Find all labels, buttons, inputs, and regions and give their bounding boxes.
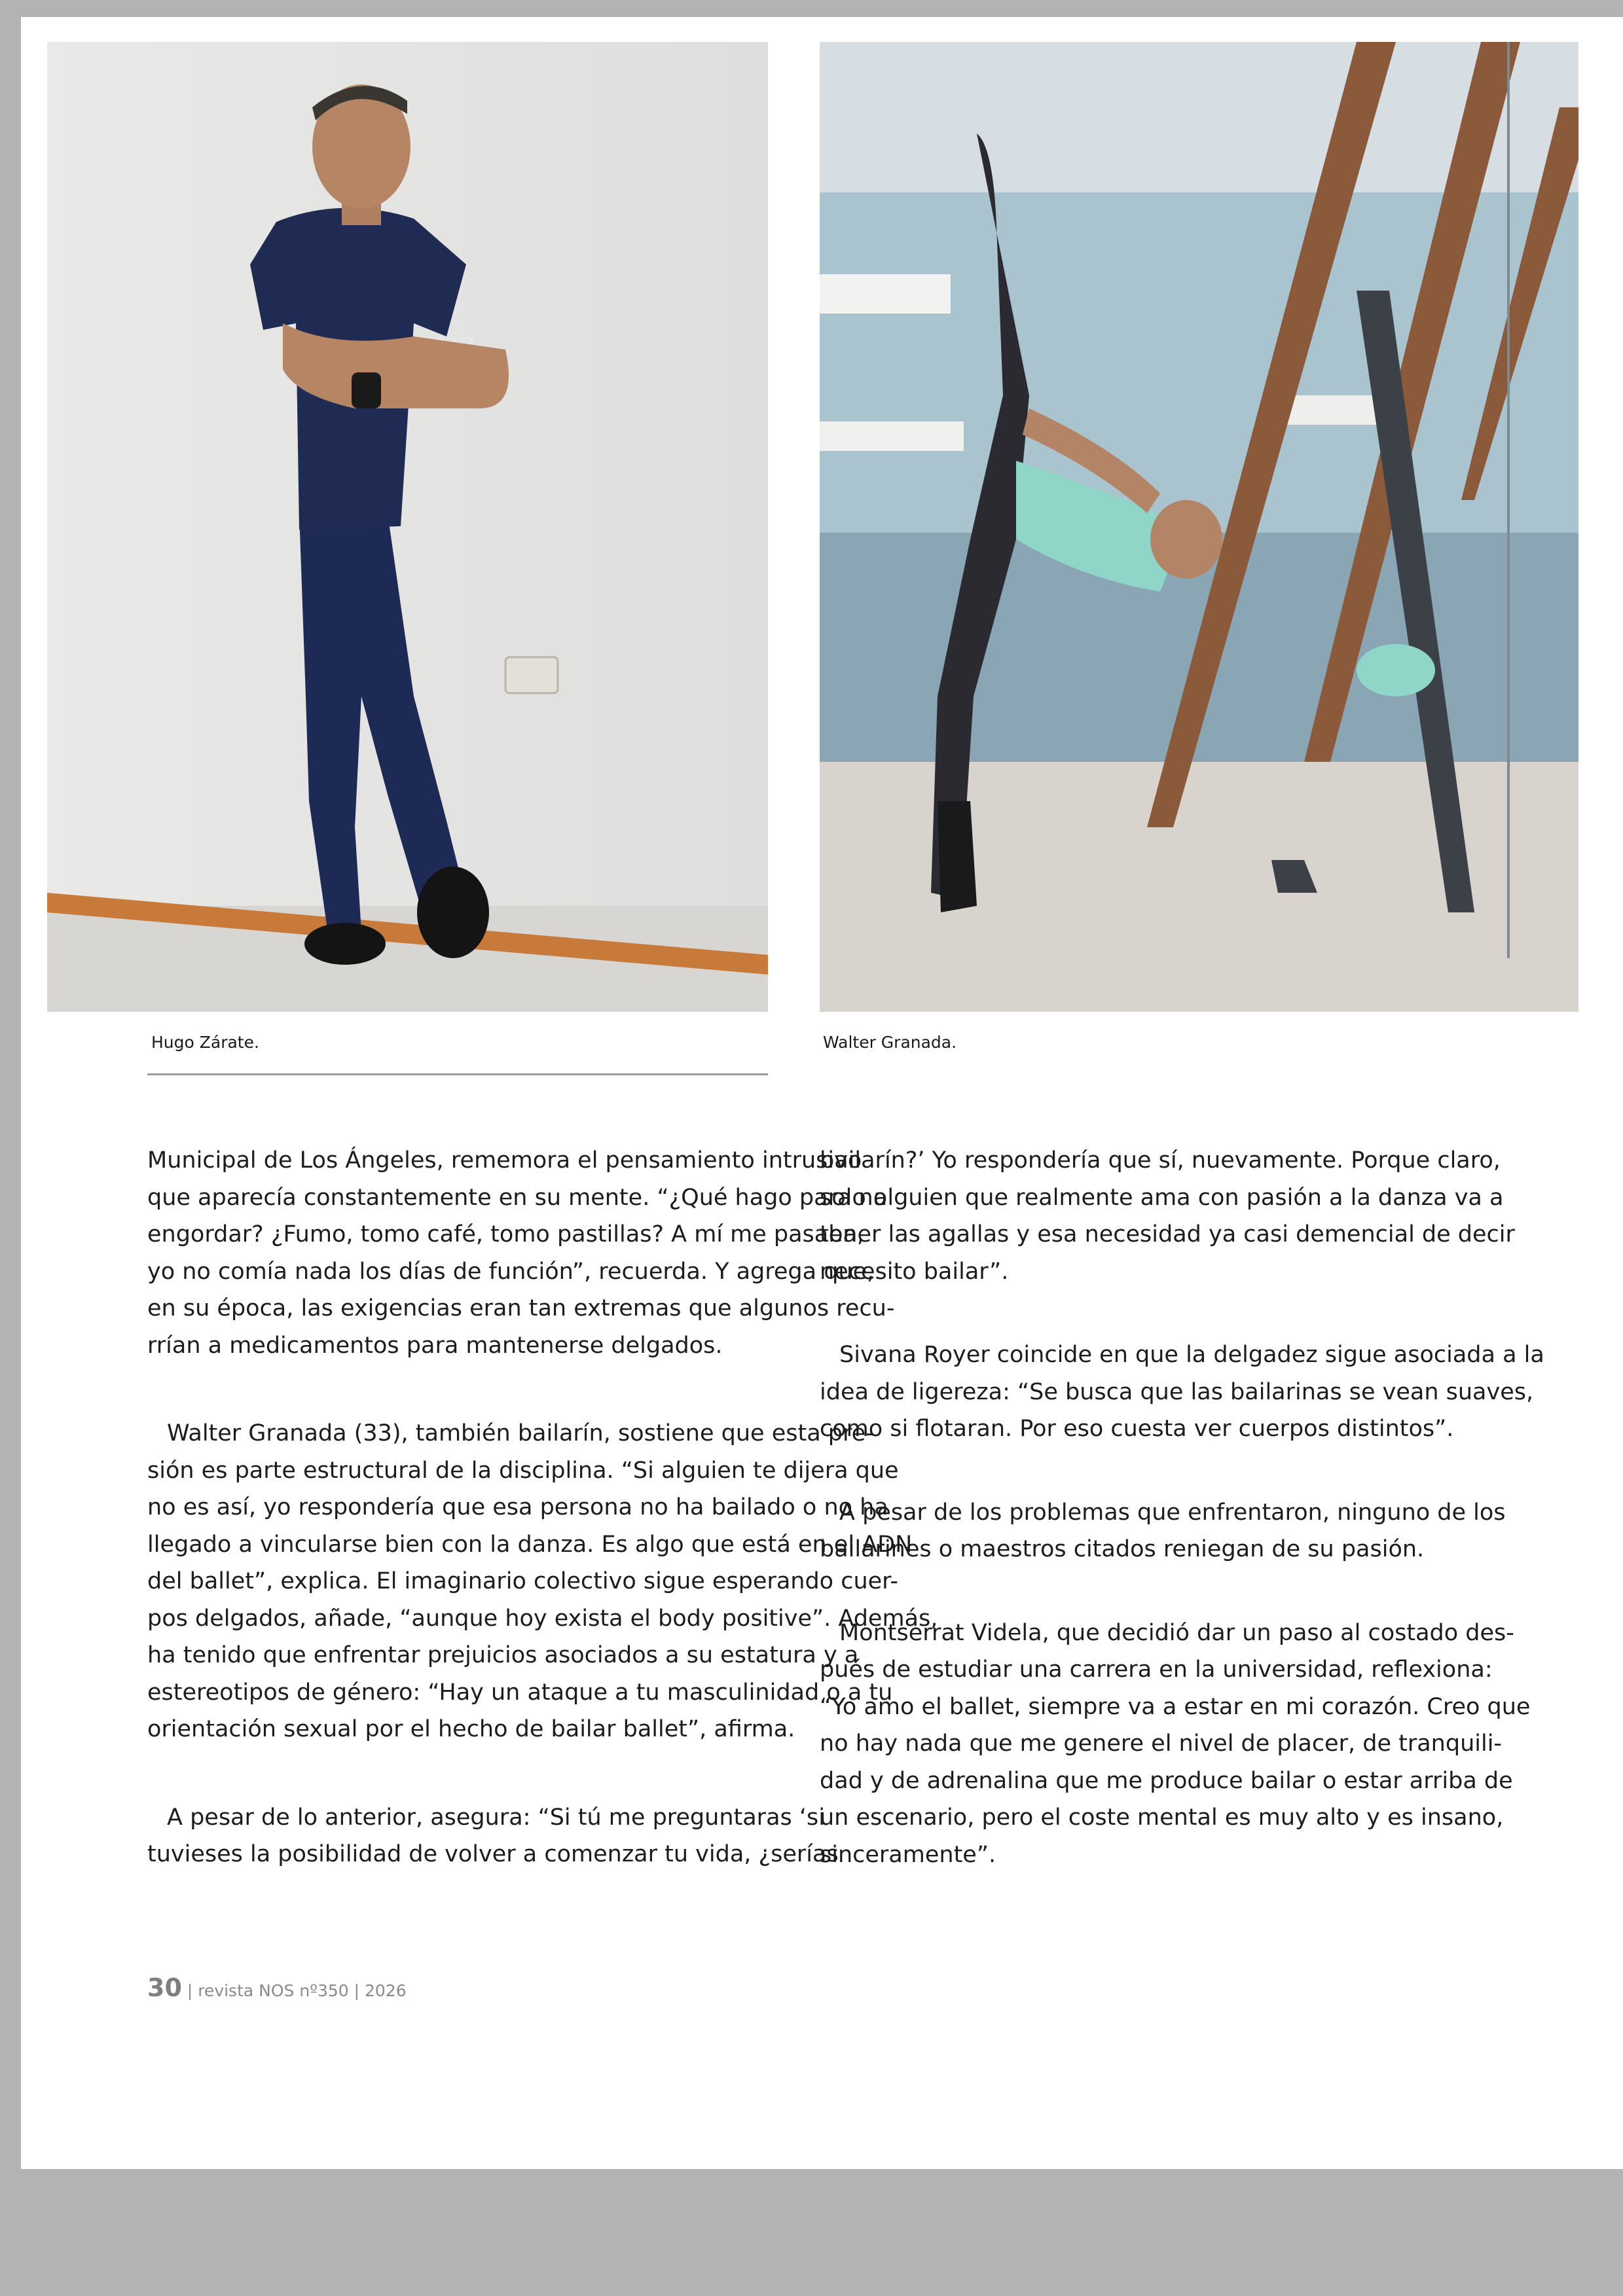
paragraph-left-1: Municipal de Los Ángeles, rememora el pensamiento intrusivo que aparecía constantemente en su mente. “¿Qué hago para no engordar? ¿Fumo, tomo café, tomo pastillas? A mí me pasaba, yo no comía nada los días de función”, recuerda. Y agrega que, en su época, las exigencias eran tan extremas que algunos recu- rrían a medicamentos para mantenerse delgados. [147, 1147, 895, 1359]
page-number: 30 [147, 1973, 182, 2002]
caption-divider [147, 1073, 768, 1075]
publication-info: | revista NOS nº350 | 2026 [181, 1981, 407, 2000]
paragraph-right-1: bailarín?’ Yo respondería que sí, nuevamente. Porque claro, solo alguien que realmente ama con pasión a la danza va a tener las agallas y esa necesidad ya casi demencial de decir necesito bailar”. [820, 1147, 1515, 1285]
paragraph-right-4: Montserrat Videla, que decidió dar un paso al costado des- pués de estudiar una carrera en la universidad, reflexiona: “Yo amo el ballet, siempre va a estar en mi corazón. Creo que no hay nada que me genere el nivel de placer, de tranquili- dad y de adrenalina que me produce bailar o estar arriba de un escenario, pero el coste mental es muy alto y es insano, sinceramente”. [820, 1619, 1531, 1868]
paragraph-left-2: Walter Granada (33), también bailarín, sostiene que esta pre- sión es parte estructural de la disciplina. “Si alguien te dijera que no es así, yo respondería que esa persona no ha bailado o no ha llegado a vincularse bien con la danza. Es algo que está en el ADN del ballet”, explica. El imaginario colectivo sigue esperando cuer- pos delgados, añade, “aunque hoy exista el body positive”. Además, ha tenido que enfrentar prejuicios asociados a su estatura y a estereotipos de género: “Hay un ataque a tu masculinidad o a tu orientación sexual por el hecho de bailar ballet”, afirma. [147, 1420, 938, 1742]
ballet-studio-illustration [820, 42, 1578, 1012]
photo-caption-hugo: Hugo Zárate. [151, 1033, 259, 1052]
portrait-illustration [47, 42, 768, 1012]
paragraph-left-3: A pesar de lo anterior, asegura: “Si tú me preguntaras ‘si tuvieses la posibilidad de volver a comenzar tu vida, ¿serías [147, 1804, 839, 1867]
photo-caption-walter: Walter Granada. [823, 1033, 957, 1052]
paragraph-right-3: A pesar de los problemas que enfrentaron, ninguno de los bailarines o maestros citados reniegan de su pasión. [820, 1499, 1506, 1562]
paragraph-right-2: Sivana Royer coincide en que la delgadez sigue asociada a la idea de ligereza: “Se busca que las bailarinas se vean suaves, como si flotaran. Por eso cuesta ver cuerpos distintos”. [820, 1342, 1544, 1442]
page-footer [147, 1973, 407, 2002]
photo-walter-granada [820, 42, 1578, 1012]
article-right-column [820, 1142, 1544, 1873]
photo-hugo-zarate [47, 42, 768, 1012]
